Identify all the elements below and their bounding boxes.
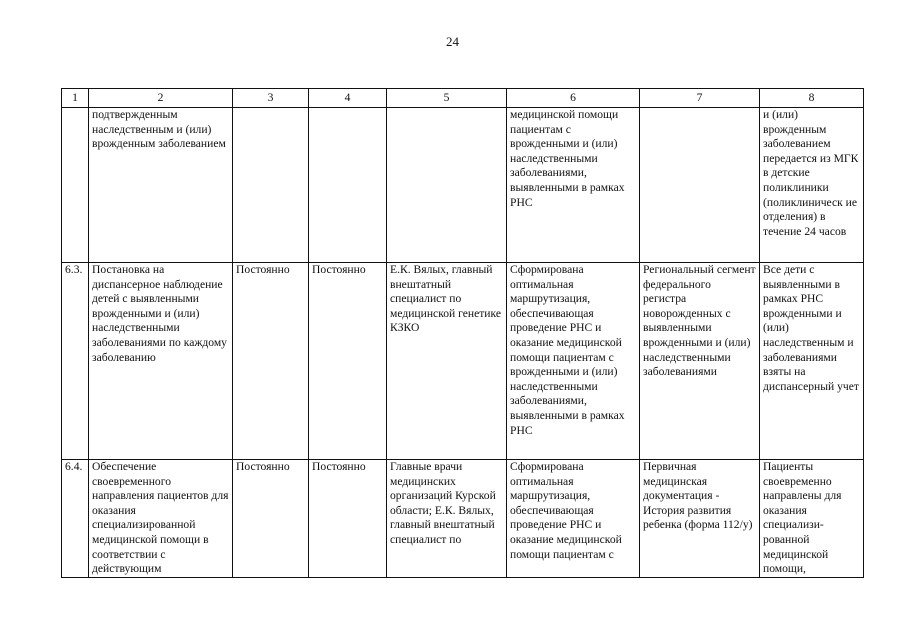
row-number-cell xyxy=(62,108,89,263)
start-date-cell: Постоянно xyxy=(233,263,309,460)
start-date-cell: Постоянно xyxy=(233,460,309,578)
row-number-cell: 6.4. xyxy=(62,460,89,578)
indicator-cell: и (или) врожденным заболеванием передается из МГК в детские поликлиники (поликлиническ ие отделения) в течение 24 часов xyxy=(760,108,864,263)
table-row xyxy=(62,263,864,460)
table-row xyxy=(62,108,864,263)
responsible-cell: Главные врачи медицинских организаций Курской области; Е.К. Вялых, главный внештатный специалист по xyxy=(387,460,507,578)
responsible-cell xyxy=(387,108,507,263)
header-cell-2: 2 xyxy=(89,89,233,108)
start-date-cell xyxy=(233,108,309,263)
row-number-cell: 6.3. xyxy=(62,263,89,460)
document-cell: Первичная медицинская документация - История развития ребенка (форма 112/у) xyxy=(640,460,760,578)
indicator-cell: Все дети с выявленными в рамках РНС врожденными и (или) наследственным и заболеваниями взяты на диспансерный учет xyxy=(760,263,864,460)
result-cell: медицинской помощи пациентам с врожденными и (или) наследственными заболеваниями, выявленными в рамках РНС xyxy=(507,108,640,263)
event-cell: подтвержденным наследственным и (или) врожденным заболеванием xyxy=(89,108,233,263)
table-row xyxy=(62,460,864,578)
indicator-cell: Пациенты своевременно направлены для оказания специализи-рованной медицинской помощи, xyxy=(760,460,864,578)
header-cell-6: 6 xyxy=(507,89,640,108)
end-date-cell xyxy=(309,108,387,263)
event-cell: Обеспечение своевременного направления пациентов для оказания специализированной медицинской помощи в соответствии с действующим xyxy=(89,460,233,578)
page-number: 24 xyxy=(446,34,459,49)
header-cell-3: 3 xyxy=(233,89,309,108)
header-cell-5: 5 xyxy=(387,89,507,108)
plan-table xyxy=(61,88,864,578)
document-cell: Региональный сегмент федерального регистра новорожденных с выявленными врожденными и (или) наследственными заболеваниями xyxy=(640,263,760,460)
end-date-cell: Постоянно xyxy=(309,460,387,578)
end-date-cell: Постоянно xyxy=(309,263,387,460)
result-cell: Сформирована оптимальная маршрутизация, обеспечивающая проведение РНС и оказание медицинской помощи пациентам с xyxy=(507,460,640,578)
header-cell-1: 1 xyxy=(62,89,89,108)
event-cell: Постановка на диспансерное наблюдение детей с выявленными врожденными и (или) наследственными заболеваниями по каждому заболеванию xyxy=(89,263,233,460)
responsible-cell: Е.К. Вялых, главный внештатный специалист по медицинской генетике КЗКО xyxy=(387,263,507,460)
header-cell-7: 7 xyxy=(640,89,760,108)
header-cell-8: 8 xyxy=(760,89,864,108)
result-cell: Сформирована оптимальная маршрутизация, обеспечивающая проведение РНС и оказание медицинской помощи пациентам с врожденными и (или) наследственными заболеваниями, выявленными в рамках РНС xyxy=(507,263,640,460)
header-row xyxy=(62,89,864,108)
header-cell-4: 4 xyxy=(309,89,387,108)
document-cell xyxy=(640,108,760,263)
